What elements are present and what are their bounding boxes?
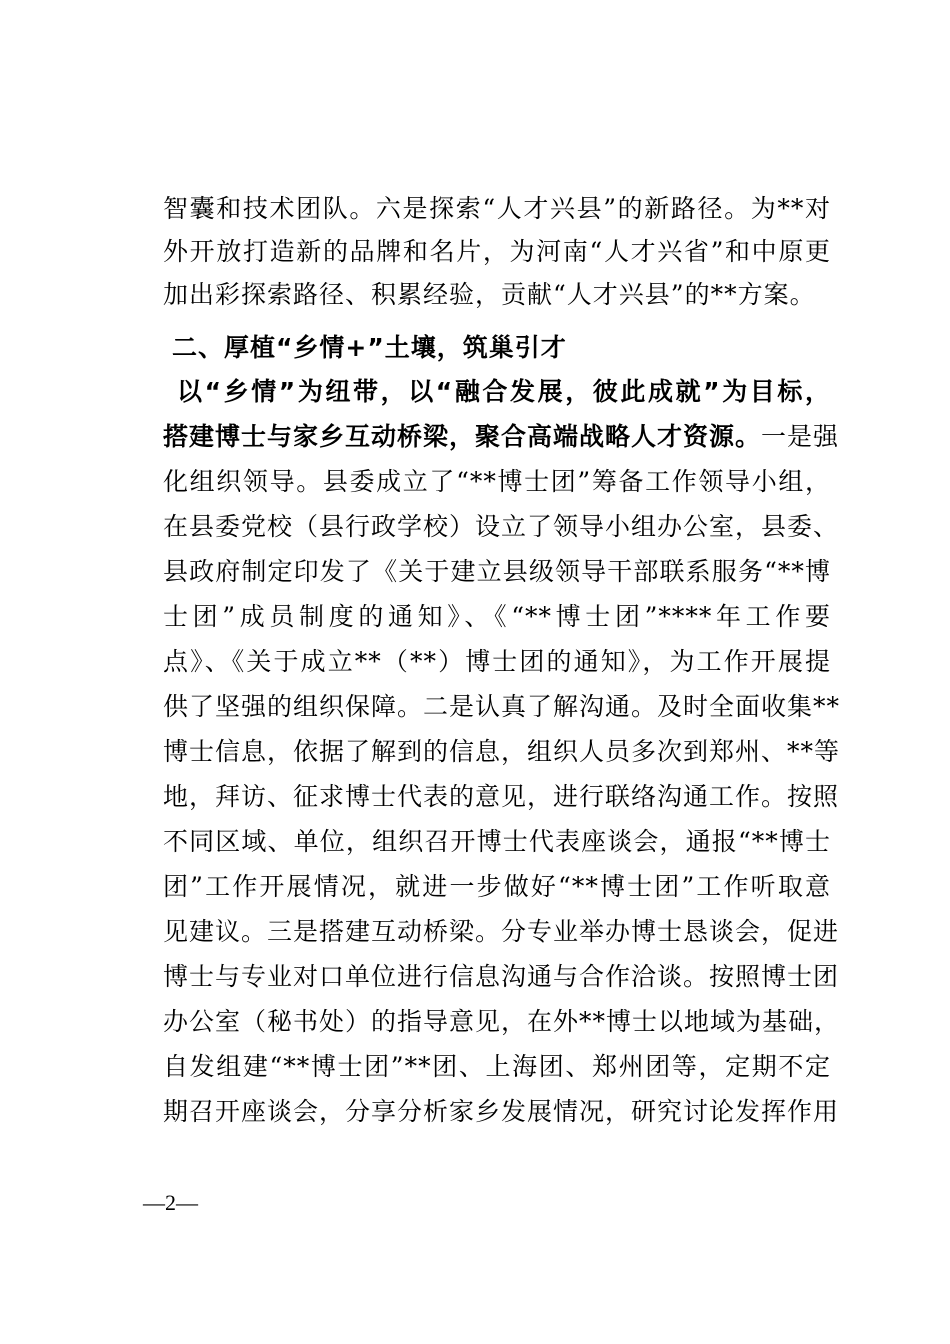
paragraph-line: 期召开座谈会，分享分析家乡发展情况，研究讨论发挥作用 — [163, 1097, 840, 1126]
paragraph-line: 在县委党校（县行政学校）设立了领导小组办公室，县委、 — [163, 512, 840, 541]
mixed-paragraph-line — [163, 417, 840, 457]
page-number: —2— — [143, 1190, 198, 1215]
bold-paragraph-line: 以“乡情”为纽带，以“融合发展，彼此成就”为目标， — [177, 377, 831, 406]
paragraph-line: 县政府制定印发了《关于建立县级领导干部联系服务“**博 — [163, 557, 831, 586]
paragraph-line: 不同区域、单位，组织召开博士代表座谈会，通报“**博士 — [163, 827, 831, 856]
section-heading: 二、厚植“乡情+”土壤，筑巢引才 — [172, 333, 567, 362]
paragraph-line: 点》、《关于成立**（**）博士团的通知》，为工作开展提 — [163, 647, 831, 676]
paragraph-line: 自发组建“**博士团”**团、上海团、郑州团等，定期不定 — [163, 1052, 831, 1081]
paragraph-line: 智囊和技术团队。六是探索“人才兴县”的新路径。为**对 — [163, 194, 831, 223]
paragraph-line: 博士信息，依据了解到的信息，组织人员多次到郑州、**等 — [163, 737, 841, 766]
paragraph-line: 供了坚强的组织保障。二是认真了解沟通。及时全面收集** — [163, 692, 841, 721]
paragraph-line: 外开放打造新的品牌和名片，为河南“人才兴省”和中原更 — [163, 237, 831, 266]
paragraph-line: 办公室（秘书处）的指导意见，在外**博士以地域为基础， — [163, 1007, 841, 1036]
paragraph-line: 地，拜访、征求博士代表的意见，进行联络沟通工作。按照 — [163, 782, 840, 811]
paragraph-line: 博士与专业对口单位进行信息沟通与合作洽谈。按照博士团 — [163, 962, 840, 991]
paragraph-line: 士团”成员制度的通知》、《“**博士团”****年工作要 — [163, 602, 831, 631]
plain-text-tail: 一是强 — [761, 422, 840, 451]
paragraph-line: 加出彩探索路径、积累经验，贡献“人才兴县”的**方案。 — [163, 280, 816, 309]
bold-lead-sentence: 搭建博士与家乡互动桥梁，聚合高端战略人才资源。 — [163, 422, 762, 451]
paragraph-line: 化组织领导。县委成立了“**博士团”筹备工作领导小组， — [163, 467, 831, 496]
paragraph-line: 团”工作开展情况，就进一步做好“**博士团”工作听取意 — [163, 872, 831, 901]
paragraph-line: 见建议。三是搭建互动桥梁。分专业举办博士恳谈会，促进 — [163, 917, 840, 946]
